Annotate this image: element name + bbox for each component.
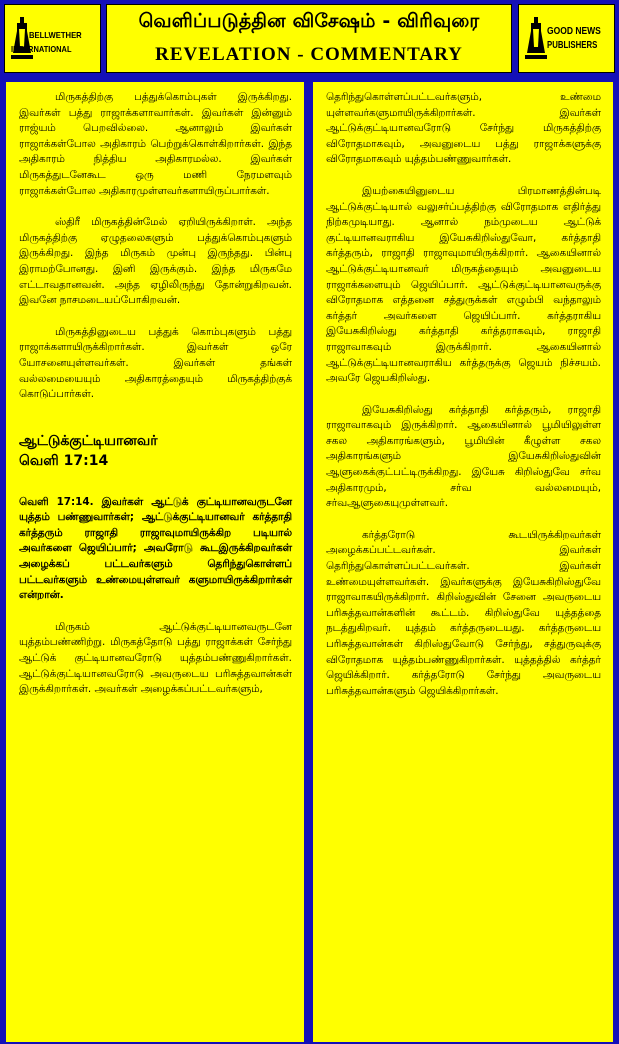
heading-line2: வெளி 17:14 — [19, 452, 109, 469]
header-bar — [0, 0, 619, 76]
paragraph: இயற்கையினுடைய பிரமாணத்தின்படி ஆட்டுக்குட்டியால் வலுசர்ப்பத்திற்கு விரோதமாக எதிர்த்து நிற்கமுடியாது. ஆனால் நம்முடைய ஆட்டுக் குட்டியானவராகிய இயேசுகிறிஸ்துவோ, கர்த்தாதி கர்த்தரும், ராஜாதி ராஜாவுமாயிருக்கிறார். ஆகையினால் ஆட்டுக்குட்டியானவர் மிருகத்தையும் அவனுடைய ராஜாக்களையும் ஜெயிப்பார். ஆட்டுக்குட்டியானவருக்கு விரோதமாக எத்தனை சத்துருக்கள் எழும்பி வந்தாலும் கர்த்தர் அவர்களை ஜெயிப்பார். கர்த்தராகிய இயேசுகிறிஸ்து கர்த்தாதி கர்த்தராகவும், ராஜாதி ராஜாவாகவும் இருக்கிறார். ஆகையினால் ஆட்டுக்குட்டியானவராகிய கர்த்தருக்கு ஜெயம் நிச்சயம். அவரே ஜெயகிறிஸ்து. — [326, 184, 601, 385]
section-heading — [19, 431, 292, 471]
paragraph: ஸ்திரீ மிருகத்தின்மேல் ஏறியிருக்கிறாள். அந்த மிருகத்திற்கு ஏழுதலைகளும் பத்துக்கொம்புகளும் இருக்கிறது. இந்த மிருகம் முன்பு இருந்தது. பின்பு இராமற்போனது. இனி இருக்கும். இந்த மிருகமே எட்டாவதானவன். அந்த ஏழிலிருந்து தோன்றுகிறவன். இவனே நாசமடையப்போகிறவன். — [19, 216, 292, 307]
title-box — [106, 4, 512, 73]
paragraph: தெரிந்துகொள்ளப்பட்டவர்களும், உண்மை யுள்ளவர்களுமாயிருக்கிறார்கள். இவர்கள் ஆட்டுக்குட்டியானவரோடு சேர்ந்து மிருகத்திற்கு விரோதமாகவும், அவனுடைய பத்து ராஜாக்களுக்கு விரோதமாகவும் யுத்தம்பண்ணுவார்கள். — [326, 91, 601, 166]
heading-line1: ஆட்டுக்குட்டியானவர் — [19, 432, 158, 449]
scripture-verse: வெளி 17:14. இவர்கள் ஆட்டுக் குட்டியானவருடனே யுத்தம் பண்ணுவார்கள்; ஆட்டுக்குட்டியானவர் கர்த்தாதி கர்த்தரும் ராஜாதி ராஜாவுமாயிருக்கிற படியால் அவர்களை ஜெயிப்பார்; அவரோடு கூடஇருக்கிறவர்கள் அழைக்கப் பட்டவர்களும் தெரிந்துகொள்ளப் பட்டவர்களும் உண்மையுள்ளவர் களுமாயிருக்கிறார்கள் என்றான். — [19, 495, 292, 602]
paragraph: இயேசுகிறிஸ்து கர்த்தாதி கர்த்தரும், ராஜாதி ராஜாவாகவும் இருக்கிறார். ஆகையினால் பூமியிலுள்ள சகல அதிகாரங்களும், பூமியின் கீழுள்ள சகல அதிகாரங்களும் இயேசுகிறிஸ்துவின் ஆளுகைக்குட்பட்டிருக்கிறது. இயேசு கிறிஸ்துவே சர்வ அதிகாரமும், சர்வ வல்லமையும், சர்வஆளுகையுமுள்ளவர். — [326, 403, 601, 510]
page-title-tamil: வெளிப்படுத்தின விசேஷம் - விரிவுரை — [138, 10, 480, 32]
bellwether-logo — [4, 4, 101, 73]
good-news-logo-icon — [525, 17, 547, 61]
good-news-logo — [518, 4, 615, 73]
paragraph: மிருகம் ஆட்டுக்குட்டியானவருடனே யுத்தம்பண்ணிற்று. மிருகத்தோடு பத்து ராஜாக்கள் சேர்ந்து ஆட்டுக் குட்டியானவரோடு யுத்தம்பண்ணுகிறார்கள். ஆட்டுக்குட்டியானவரோடு அவருடைய பரிசுத்தவான்கள் இருக்கிறார்கள். அவர்கள் அழைக்கப்பட்டவர்களும், — [19, 620, 292, 696]
columns-frame — [0, 76, 619, 1044]
left-column — [6, 82, 304, 1042]
right-column — [313, 82, 613, 1042]
page-title-english: REVELATION - COMMENTARY — [155, 44, 463, 65]
left-logo-line2: INTERNATIONAL — [11, 44, 72, 54]
left-logo-line1: BELLWETHER — [29, 30, 82, 40]
paragraph: மிருகத்தினுடைய பத்துக் கொம்புகளும் பத்து ராஜாக்களாயிருக்கிறார்கள். இவர்கள் ஒரே யோசனையுள்ளவர்கள். இவர்கள் தங்கள் வல்லமையையும் அதிகாரத்தையும் மிருகத்திற்குக் கொடுப்பார்கள். — [19, 325, 292, 401]
paragraph: மிருகத்திற்கு பத்துக்கொம்புகள் இருக்கிறது. இவர்கள் பத்து ராஜாக்களாவார்கள். இவர்கள் இன்னும் ராஜ்யம் பெறவில்லை. ஆனாலும் இவர்கள் ராஜாக்கள்போல அதிகாரம் பெற்றுக்கொள்கிறார்கள். இந்த அதிகாரம் நித்திய அதிகாரமல்ல. இவர்கள் மிருகத்துடனேகூட ஒரு மணி நேரமளவும் ராஜாக்கள்போல அதிகாரமுள்ளவர்களாயிருப்பார்கள். — [19, 91, 292, 197]
right-logo-line1: GOOD NEWS — [547, 26, 601, 37]
right-logo-line2: PUBLISHERS — [547, 40, 598, 51]
paragraph: கர்த்தரோடு கூடயிருக்கிறவர்கள் அழைக்கப்பட்டவர்கள். இவர்கள் தெரிந்துகொள்ளப்பட்டவர்கள். இவர்கள் உண்மையுள்ளவர்கள். இவர்களுக்கு இயேசுகிறிஸ்துவே ராஜாவாகயிருக்கிறார். கிறிஸ்துவின் சேனை அவருடைய பரிசுத்தவான்களின் கூட்டம். கிறிஸ்துவே யுத்தத்தை நடத்துகிறவர். யுத்தம் கர்த்தருடையது. கர்த்தருடைய பரிசுத்தவான்கள் கிறிஸ்துவோடு சேர்ந்து, சத்துருவுக்கு விரோதமாக யுத்தம்பண்ணுகிறார்கள். யுத்தத்தில் கர்த்தர் ஜெயிக்கிறார். கர்த்தரோடு சேர்ந்து அவருடைய பரிசுத்தவான்களும் ஜெயிக்கிறார்கள். — [326, 528, 601, 697]
